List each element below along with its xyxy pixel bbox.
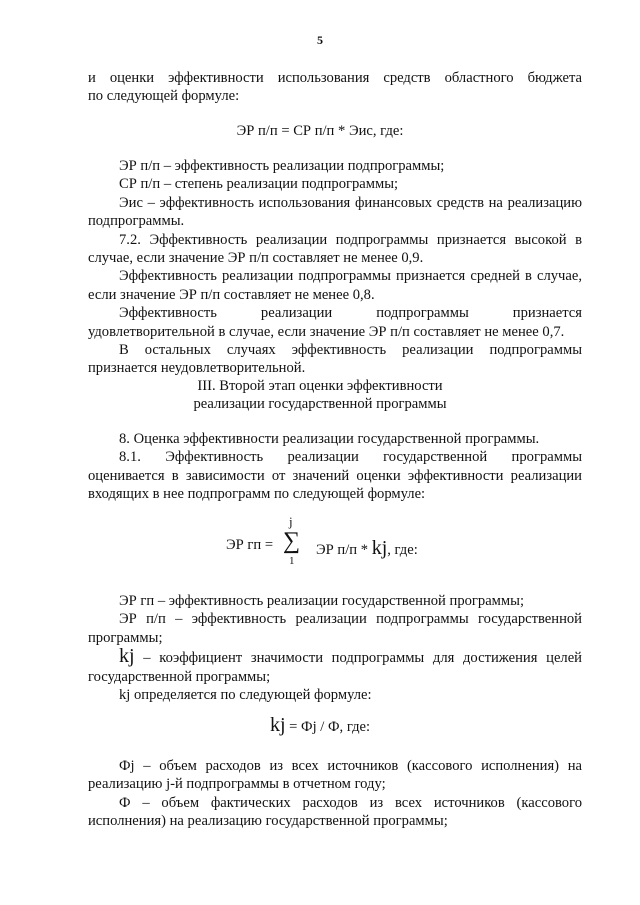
p81-line-2: оценивается в зависимости от значений оценки эффективности реализации — [88, 467, 582, 484]
formula-er-gp — [0, 510, 640, 570]
p-other-line-2: признается неудовлетворительной. — [88, 360, 306, 377]
def-fj-line-1: Фj – объем расходов из всех источников (кассового исполнения) на — [119, 758, 582, 774]
p-medium-line-1: Эффективность реализации подпрограммы признается средней в случае, — [119, 268, 582, 285]
def-er-gp: ЭР гп – эффективность реализации государственной программы; — [119, 593, 524, 609]
definitions-program — [88, 592, 582, 704]
p8: 8. Оценка эффективности реализации государственной программы. — [119, 431, 540, 447]
formula-kj-symbol: kj — [269, 714, 286, 736]
def-f-line-1: Ф – объем фактических расходов из всех источников (кассового — [119, 794, 582, 811]
intro-line-2: по следующей формуле: — [88, 88, 240, 105]
sigma-symbol: ∑ — [283, 528, 301, 554]
formula-er-gp-rhs-post: , где: — [387, 542, 418, 558]
formula-er-gp-kj: kj — [371, 537, 388, 559]
p81-line-1: 8.1. Эффективность реализации государственной программы — [119, 449, 582, 466]
p-satisf-line-2: удовлетворительной в случае, если значение ЭР п/п составляет не менее 0,7. — [88, 323, 565, 340]
definitions-expenses — [88, 757, 582, 831]
p-other-line-1: В остальных случаях эффективность реализации подпрограммы — [119, 342, 582, 359]
section-title-line-1: III. Второй этап оценки эффективности — [197, 378, 443, 394]
p81-line-3: входящих в нее подпрограмм по следующей формуле: — [88, 486, 426, 503]
def-sr-pp: СР п/п – степень реализации подпрограммы; — [119, 176, 399, 193]
section-8 — [88, 430, 582, 504]
formula-er-pp: ЭР п/п = СР п/п * Эис, где: — [236, 123, 404, 139]
p72-line-1: 7.2. Эффективность реализации подпрограммы признается высокой в — [119, 231, 582, 248]
def-kj-line-1 — [88, 647, 582, 667]
def-eis-line-2: подпрограммы. — [88, 213, 185, 230]
p-medium-line-2: если значение ЭР п/п составляет не менее 0,8. — [88, 286, 375, 303]
p-satisf-line-1: Эффективность реализации подпрограммы признается — [119, 305, 582, 322]
def-kj-symbol: kj — [119, 645, 135, 668]
def-kj-line-1-rest: – коэффициент значимости подпрограммы для достижения целей — [143, 650, 582, 667]
intro-paragraph — [88, 69, 582, 106]
page-number: 5 — [317, 33, 323, 47]
def-f-line-2: исполнения) на реализацию государственной программы; — [88, 813, 448, 830]
def-eis-line-1: Эис – эффективность использования финансовых средств на реализацию — [119, 194, 582, 211]
formula-er-gp-rhs — [316, 537, 418, 560]
def-kj-line-2: государственной программы; — [88, 668, 271, 685]
p72-line-2: случае, если значение ЭР п/п составляет не менее 0,9. — [88, 250, 424, 267]
sigma-upper-limit: j — [289, 514, 293, 529]
section-title-line-2: реализации государственной программы — [193, 396, 447, 412]
def-er-pp-2-line-2: программы; — [88, 629, 163, 646]
formula-kj-rest: = Фj / Ф, где: — [289, 719, 371, 735]
sigma-lower-limit: 1 — [289, 555, 295, 567]
definitions-subprogram — [88, 157, 582, 378]
def-fj-line-2: реализацию j-й подпрограммы в отчетном году; — [88, 776, 386, 793]
formula-er-gp-rhs-pre: ЭР п/п * — [316, 542, 369, 558]
def-er-pp: ЭР п/п – эффективность реализации подпрограммы; — [119, 158, 445, 174]
formula-er-gp-lhs: ЭР гп = — [226, 537, 274, 553]
kj-defined: kj определяется по следующей формуле: — [119, 687, 372, 704]
intro-line-1: и оценки эффективности использования средств областного бюджета — [88, 70, 582, 86]
def-er-pp-2-line-1: ЭР п/п – эффективность реализации подпрограммы государственной — [119, 611, 582, 628]
formula-kj — [0, 716, 640, 736]
